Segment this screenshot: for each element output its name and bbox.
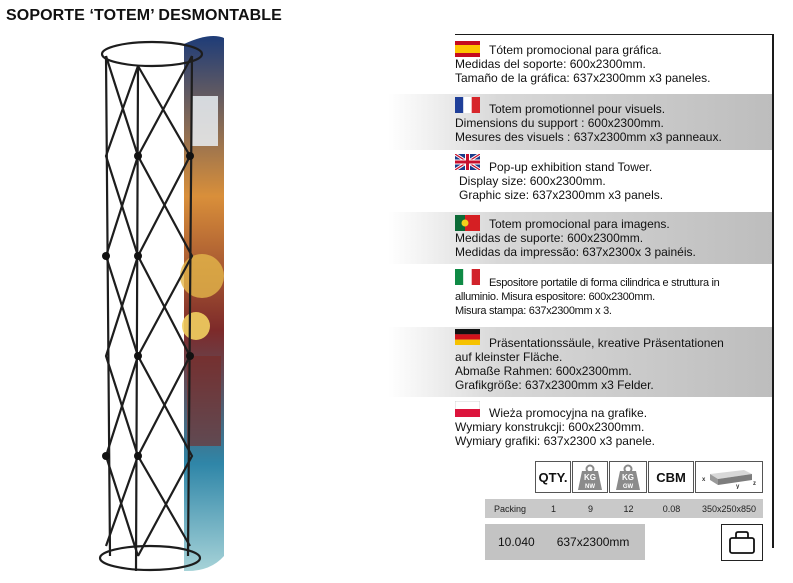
qty-header: QTY. (535, 461, 571, 493)
carry-bag-box (721, 524, 763, 561)
packing-cbm: 0.08 (662, 503, 681, 514)
lang-pl-line-3: Wymiary grafiki: 637x2300 x3 panele. (455, 434, 655, 448)
page-title: SOPORTE ‘TOTEM’ DESMONTABLE (6, 7, 282, 24)
svg-text:KG: KG (622, 473, 634, 482)
packing-label: Packing (493, 503, 527, 514)
lang-it-line-1: Espositore portatile di forma cilindrica e struttura in (489, 277, 720, 289)
gross-weight-header (609, 461, 647, 493)
packing-qty: 1 (550, 503, 556, 514)
lang-pt-line-3: Medidas da impressão: 637x2300x 3 painéis. (455, 245, 696, 259)
lang-block-it (388, 268, 772, 324)
lang-fr-line-1: Totem promotionnel pour visuels. (489, 102, 666, 116)
spec-table (485, 461, 765, 562)
lang-de-line-1: Präsentationssäule, kreative Präsentationen (489, 336, 724, 350)
lang-it-line-2: alluminio. Misura espositore: 600x2300mm. (455, 291, 655, 303)
lang-pt-line-1: Totem promocional para imagens. (489, 217, 670, 231)
lang-fr-line-3: Mesures des visuels : 637x2300mm x3 panneaux. (455, 130, 722, 144)
lang-fr-line-2: Dimensions du support : 600x2300mm. (455, 116, 664, 130)
lang-en-line-2: Display size: 600x2300mm. (459, 174, 606, 188)
svg-text:y: y (736, 484, 740, 489)
reference-code: 10.040 (498, 535, 535, 549)
lang-pl-line-1: Wieża promocyjna na grafike. (489, 406, 648, 420)
lang-de-line-4: Grafikgröße: 637x2300mm x3 Felder. (455, 378, 654, 392)
top-rule (455, 34, 774, 35)
lang-es-line-1: Tótem promocional para gráfica. (489, 43, 662, 57)
reference-box (485, 524, 645, 560)
lang-pl-line-2: Wymiary konstrukcji: 600x2300mm. (455, 420, 645, 434)
packing-gw: 12 (623, 503, 634, 514)
reference-size: 637x2300mm (556, 535, 630, 549)
cbm-header: CBM (648, 461, 694, 493)
box-dimensions-icon (700, 465, 758, 489)
svg-text:z: z (753, 481, 756, 487)
lang-block-pl (388, 400, 772, 455)
svg-text:GW: GW (622, 484, 634, 490)
lang-en-line-3: Graphic size: 637x2300mm x3 panels. (459, 188, 664, 202)
lang-de-line-2: auf kleinster Fläche. (455, 350, 563, 364)
weight-gw-icon (614, 463, 642, 491)
weight-nw-icon (576, 463, 604, 491)
svg-text:KG: KG (584, 473, 596, 482)
lang-block-pt (388, 212, 772, 264)
lang-block-es (388, 38, 772, 90)
packing-row (485, 499, 763, 518)
lang-block-fr (388, 94, 772, 150)
lang-de-line-3: Abmaße Rahmen: 600x2300mm. (455, 364, 632, 378)
dimensions-header (695, 461, 763, 493)
product-image (92, 26, 242, 576)
lang-es-line-3: Tamaño de la gráfica: 637x2300mm x3 paneles. (455, 71, 711, 85)
lang-block-de (388, 327, 772, 397)
lang-pt-line-2: Medidas de suporte: 600x2300mm. (455, 231, 644, 245)
lang-es-line-2: Medidas del soporte: 600x2300mm. (455, 57, 646, 71)
packing-dims: 350x250x850 (701, 503, 757, 514)
lang-it-line-3: Misura stampa: 637x2300mm x 3. (455, 305, 612, 317)
packing-nw: 9 (587, 503, 593, 514)
net-weight-header (572, 461, 608, 493)
right-rule (772, 34, 774, 548)
carry-bag-icon (722, 525, 762, 560)
lang-block-en (388, 153, 772, 208)
lang-en-line-1: Pop-up exhibition stand Tower. (489, 160, 653, 174)
svg-text:NW: NW (585, 484, 595, 490)
svg-text:x: x (702, 477, 706, 483)
